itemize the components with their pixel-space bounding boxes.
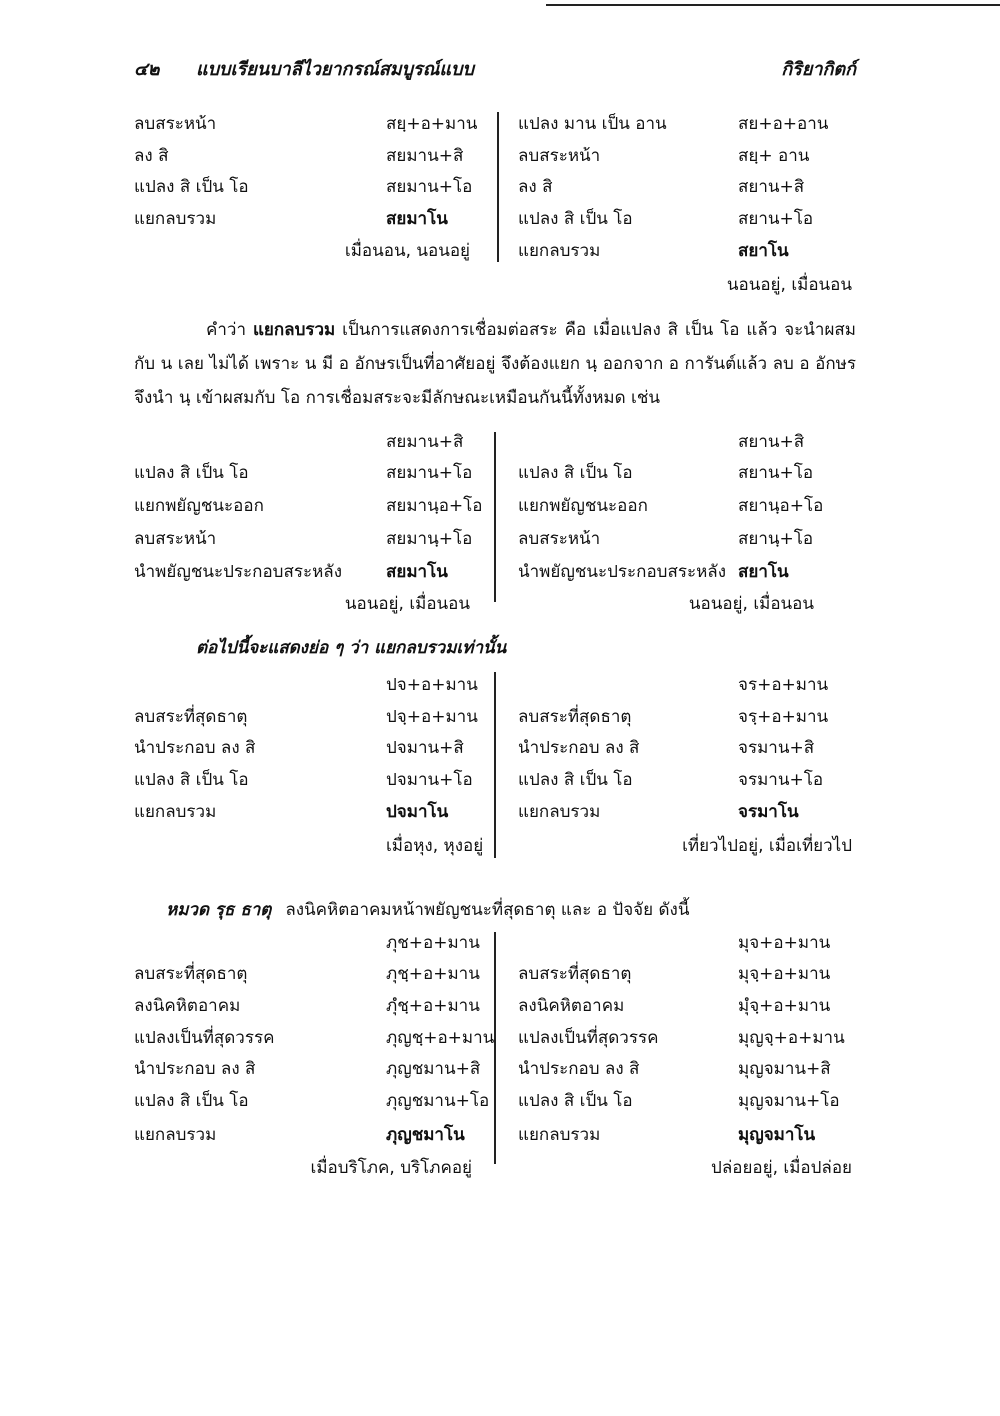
derivation-form: สยมาน+โอ (386, 463, 473, 483)
step-label: แปลง สิ เป็น โอ (134, 177, 249, 197)
step-label: แยกพยัญชนะออก (518, 496, 648, 516)
result-form: สยมาโน (386, 209, 448, 229)
result-form: ปจมาโน (386, 802, 449, 822)
step-label: นำประกอบ ลง สิ (518, 1059, 640, 1079)
step-label: นำประกอบ ลง สิ (134, 738, 256, 758)
table-row (0, 929, 1000, 959)
step-label: ลบสระที่สุดธาตุ (518, 707, 632, 727)
derivation-form: มุํจฺ+อ+มาน (738, 996, 831, 1016)
subheading: ต่อไปนี้จะแสดงย่อ ๆ ว่า แยกลบรวมเท่านั้น (196, 638, 507, 658)
derivation-form: จร+อ+มาน (738, 675, 829, 695)
table-row (0, 832, 1000, 862)
step-label: ลบสระหน้า (518, 146, 601, 166)
table-row (0, 703, 1000, 733)
explanation-paragraph (134, 313, 856, 415)
explanation-lead: คำว่า (206, 320, 247, 340)
table-row (0, 1024, 1000, 1054)
derivation-form: สยาน+สิ (738, 177, 805, 197)
page-header (0, 54, 1000, 84)
result-form: สยมาโน (386, 562, 448, 582)
derivation-form: ปจมาน+โอ (386, 770, 473, 790)
step-label: แปลง สิ เป็น โอ (518, 770, 633, 790)
table-row (0, 558, 1000, 588)
derivation-form: สยมาน+โอ (386, 177, 473, 197)
derivation-form: สยฺ+อ+มาน (386, 114, 478, 134)
table-row (0, 173, 1000, 203)
derivation-form: ภุช+อ+มาน (386, 933, 480, 953)
derivation-form: ภุํชฺ+อ+มาน (386, 996, 480, 1016)
derivation-form: มุญจฺ+อ+มาน (738, 1028, 845, 1048)
derivation-form: สยมานฺอ+โอ (386, 496, 483, 516)
derivation-form: จรมาน+โอ (738, 770, 824, 790)
table-row (0, 1154, 1000, 1184)
result-form: ภุญชมาโน (386, 1125, 465, 1145)
step-label: แปลง สิ เป็น โอ (134, 1091, 249, 1111)
table-row (0, 492, 1000, 522)
derivation-form: สยาน+โอ (738, 463, 814, 483)
derivation-form: สยมาน+สิ (386, 146, 464, 166)
chapter-title: กิริยากิตก์ (781, 59, 856, 80)
step-label: แปลง สิ เป็น โอ (518, 209, 633, 229)
meaning: ปล่อยอยู่, เมื่อปล่อย (711, 1158, 852, 1178)
explanation-text: เป็นการแสดงการเชื่อมต่อสระ คือ เมื่อแปลง สิ เป็น โอ แล้ว จะนำผสมกับ น เลย ไม่ได้ เพราะ น มี อ อักษรเป็นที่อาศัยอยู่ จึงต้องแยก นฺ ออกจาก อ การันต์แล้ว ลบ อ อักษร จึงนำ นฺ เข้าผสมกับ โอ การเชื่อมสระจะมีลักษณะเหมือนกันนี้ทั้งหมด เช่น (134, 320, 857, 408)
derivation-form: จรฺ+อ+มาน (738, 707, 829, 727)
table-row (0, 1087, 1000, 1117)
step-label: แปลง มาน เป็น อาน (518, 114, 667, 134)
table-row (0, 428, 1000, 458)
table-row (0, 734, 1000, 764)
table-row (0, 142, 1000, 172)
meaning: นอนอยู่, เมื่อนอน (726, 275, 852, 295)
derivation-form: สยมาน+สิ (386, 432, 464, 452)
derivation-form: สยานฺอ+โอ (738, 496, 824, 516)
table-row (0, 590, 1000, 620)
section-text: ลงนิคหิตอาคมหน้าพยัญชนะที่สุดธาตุ และ อ ปัจจัย ดังนี้ (285, 900, 690, 920)
result-form: มุญจมาโน (738, 1125, 816, 1145)
derivation-form: ปจ+อ+มาน (386, 675, 478, 695)
step-label: ลบสระที่สุดธาตุ (518, 964, 632, 984)
step-label: แยกลบรวม (518, 802, 601, 822)
step-label: นำประกอบ ลง สิ (518, 738, 640, 758)
table-row (0, 1121, 1000, 1151)
step-label: ลง สิ (134, 146, 169, 166)
step-label: ลบสระที่สุดธาตุ (134, 707, 248, 727)
derivation-form: ภุญชมาน+โอ (386, 1091, 490, 1111)
table-row (0, 271, 1000, 301)
step-label: แยกลบรวม (134, 802, 217, 822)
derivation-form: ภุญชฺ+อ+มาน (386, 1028, 495, 1048)
section-heading (166, 896, 689, 923)
table-row (0, 110, 1000, 140)
step-label: ลบสระหน้า (134, 114, 217, 134)
step-label: แยกลบรวม (134, 1125, 217, 1145)
step-label: แปลง สิ เป็น โอ (134, 770, 249, 790)
derivation-form: สยาน+โอ (738, 209, 814, 229)
meaning: เที่ยวไปอยู่, เมื่อเที่ยวไป (682, 836, 852, 856)
step-label: แยกลบรวม (518, 1125, 601, 1145)
meaning: เมื่อหุง, หุงอยู่ (386, 836, 484, 856)
derivation-form: สยานฺ+โอ (738, 529, 814, 549)
step-label: ลบสระหน้า (518, 529, 601, 549)
step-label: ลงนิคหิตอาคม (518, 996, 625, 1016)
result-form: จรมาโน (738, 802, 799, 822)
book-title: แบบเรียนบาลีไวยากรณ์สมบูรณ์แบบ (196, 59, 474, 80)
derivation-form: ปจมาน+สิ (386, 738, 464, 758)
derivation-form: ภุญชมาน+สิ (386, 1059, 481, 1079)
derivation-form: สยมานฺ+โอ (386, 529, 473, 549)
step-label: แปลง สิ เป็น โอ (134, 463, 249, 483)
table-row (0, 798, 1000, 828)
page-number: ๔๒ (134, 59, 160, 80)
derivation-form: จรมาน+สิ (738, 738, 815, 758)
meaning: เมื่อนอน, นอนอยู่ (344, 241, 470, 261)
derivation-form: ปจฺ+อ+มาน (386, 707, 478, 727)
table-row (0, 1055, 1000, 1085)
derivation-form: สยาน+สิ (738, 432, 805, 452)
table-row (0, 671, 1000, 701)
step-label: แปลง สิ เป็น โอ (518, 1091, 633, 1111)
step-label: แปลง สิ เป็น โอ (518, 463, 633, 483)
step-label: แปลงเป็นที่สุดวรรค (518, 1028, 659, 1048)
table-row (0, 525, 1000, 555)
step-label: แยกลบรวม (518, 241, 601, 261)
step-label: นำพยัญชนะประกอบสระหลัง (134, 562, 343, 582)
table-row (0, 766, 1000, 796)
top-border-line (546, 4, 1000, 6)
meaning: นอนอยู่, เมื่อนอน (688, 594, 814, 614)
meaning: เมื่อบริโภค, บริโภคอยู่ (310, 1158, 472, 1178)
table-row (0, 992, 1000, 1022)
step-label: ลบสระที่สุดธาตุ (134, 964, 248, 984)
step-label: แยกพยัญชนะออก (134, 496, 264, 516)
result-form: สยาโน (738, 241, 789, 261)
step-label: นำพยัญชนะประกอบสระหลัง (518, 562, 727, 582)
table-row (0, 459, 1000, 489)
step-label: ลงนิคหิตอาคม (134, 996, 241, 1016)
derivation-form: มุญจมาน+โอ (738, 1091, 840, 1111)
derivation-form: มุญจมาน+สิ (738, 1059, 831, 1079)
meaning: นอนอยู่, เมื่อนอน (344, 594, 470, 614)
derivation-form: สยฺ+ อาน (738, 146, 810, 166)
step-label: แปลงเป็นที่สุดวรรค (134, 1028, 275, 1048)
table-row (0, 237, 1000, 267)
derivation-form: สย+อ+อาน (738, 114, 829, 134)
table-row (0, 205, 1000, 235)
derivation-form: ภุชฺ+อ+มาน (386, 964, 480, 984)
result-form: สยาโน (738, 562, 789, 582)
section-title: หมวด รุธ ธาตุ (166, 900, 272, 920)
derivation-form: มุจฺ+อ+มาน (738, 964, 831, 984)
derivation-form: มุจ+อ+มาน (738, 933, 831, 953)
step-label: นำประกอบ ลง สิ (134, 1059, 256, 1079)
step-label: แยกลบรวม (134, 209, 217, 229)
step-label: ลบสระหน้า (134, 529, 217, 549)
explanation-term: แยกลบรวม (252, 320, 336, 340)
table-row (0, 960, 1000, 990)
step-label: ลง สิ (518, 177, 553, 197)
